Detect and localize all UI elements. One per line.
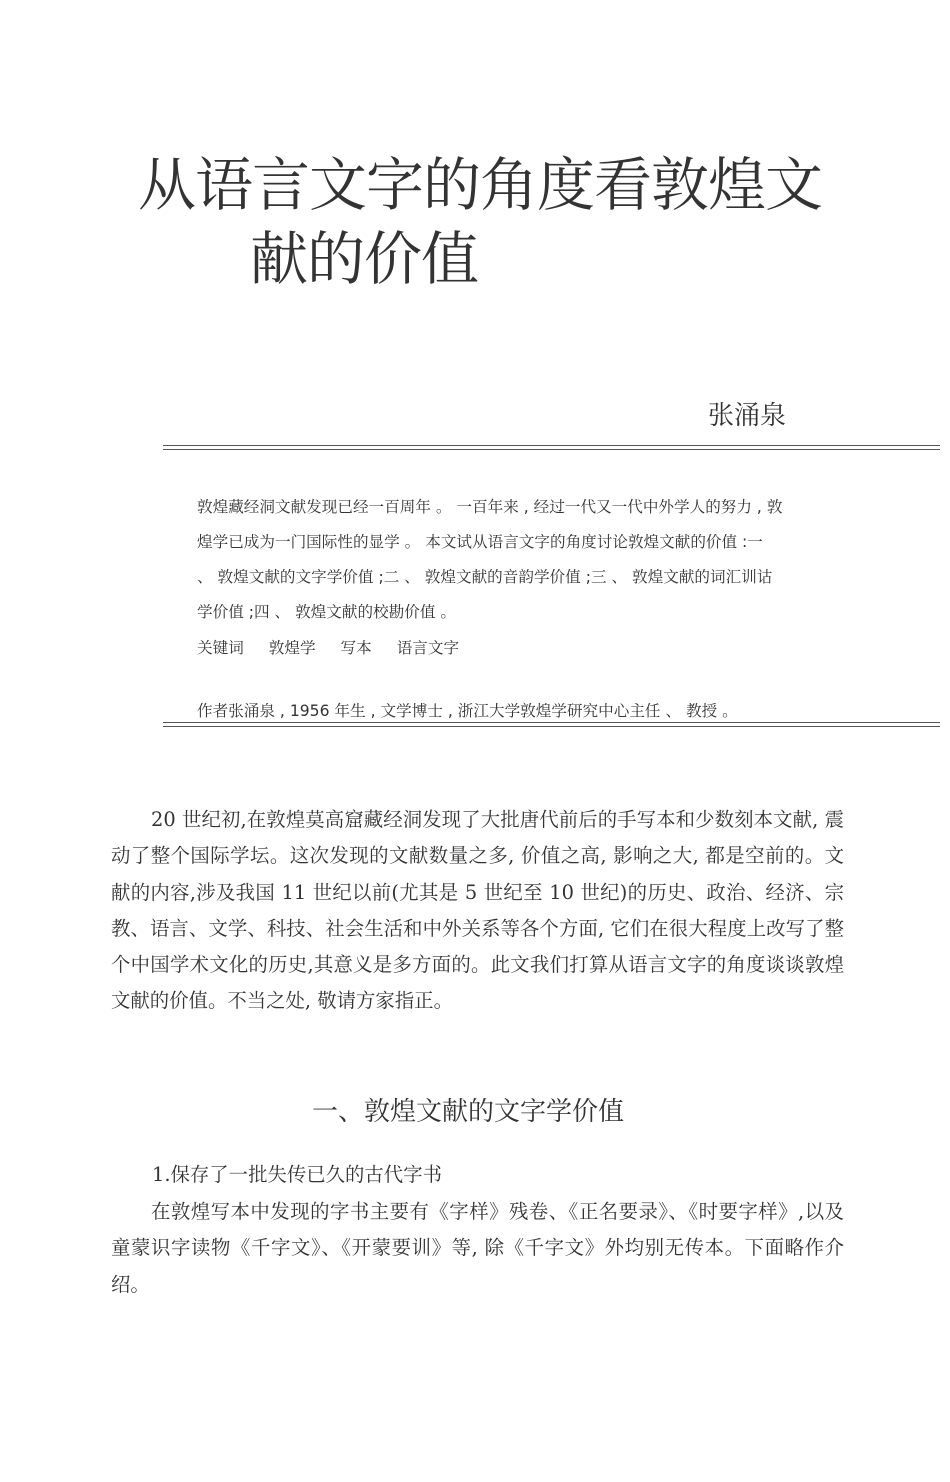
intro-paragraph: 20 世纪初,在敦煌莫高窟藏经洞发现了大批唐代前后的手写本和少数刻本文献, 震动了整个国际学坛。这次发现的文献数量之多, 价值之高, 影响之大, 都是空前的。文献的内容,涉及我国 11 世纪以前(尤其是 5 世纪至 10 世纪)的历史、政治、经济、宗教、语言、文学、科技、社会生活和中外关系等各个方面, 它们在很大程度上改写了整个中国学术文化的历史,其意义是多方面的。此文我们打算从语言文字的角度谈谈敦煌文献的价值。不当之处, 敬请方家指正。	[111, 808, 844, 1013]
intro-section	[111, 802, 844, 1020]
keyword-item: 语言文字	[396, 639, 460, 657]
abstract-bottom-rule	[163, 722, 940, 727]
section-1-heading	[0, 1090, 940, 1134]
keyword-item: 写本	[340, 639, 372, 657]
abstract-text: 敦煌藏经洞文献发现已经一百周年 。 一百年来 , 经过一代又一代中外学人的努力 , 敦煌学已成为一门国际性的显学 。 本文试从语言文字的角度讨论敦煌文献的价值 :一 、 敦煌文献的文字学价值 ;二 、 敦煌文献的音韵学价值 ;三 、 敦煌文献的词汇训诂学价值 ;四 、 敦煌文献的校勘价值 。	[197, 498, 783, 621]
keywords-row	[197, 632, 479, 664]
abstract-block	[163, 490, 783, 630]
page-title-line-2: 献的价值	[250, 225, 479, 293]
author-note: 作者张涌泉 , 1956 年生 , 文学博士 , 浙江大学敦煌学研究中心主任 、 教授 。	[197, 702, 738, 720]
keyword-item: 敦煌学	[268, 639, 316, 657]
section-1-subheading: 1.保存了一批失传已久的古代字书	[152, 1163, 442, 1186]
section-1-paragraph: 在敦煌写本中发现的字书主要有《字样》残卷、《正名要录》、《时要字样》,以及童蒙识字读物《千字文》、《开蒙要训》等, 除《千字文》外均别无传本。下面略作介绍。	[111, 1200, 844, 1296]
section-1-body	[111, 1194, 844, 1303]
abstract-top-rule	[163, 445, 940, 450]
section-1-heading-text: 一、敦煌文献的文字学价值	[311, 1097, 624, 1127]
keywords-label: 关键词	[197, 639, 244, 657]
author-name: 张涌泉	[707, 401, 786, 431]
page-title-line-1: 从语言文字的角度看敦煌文	[138, 151, 823, 219]
